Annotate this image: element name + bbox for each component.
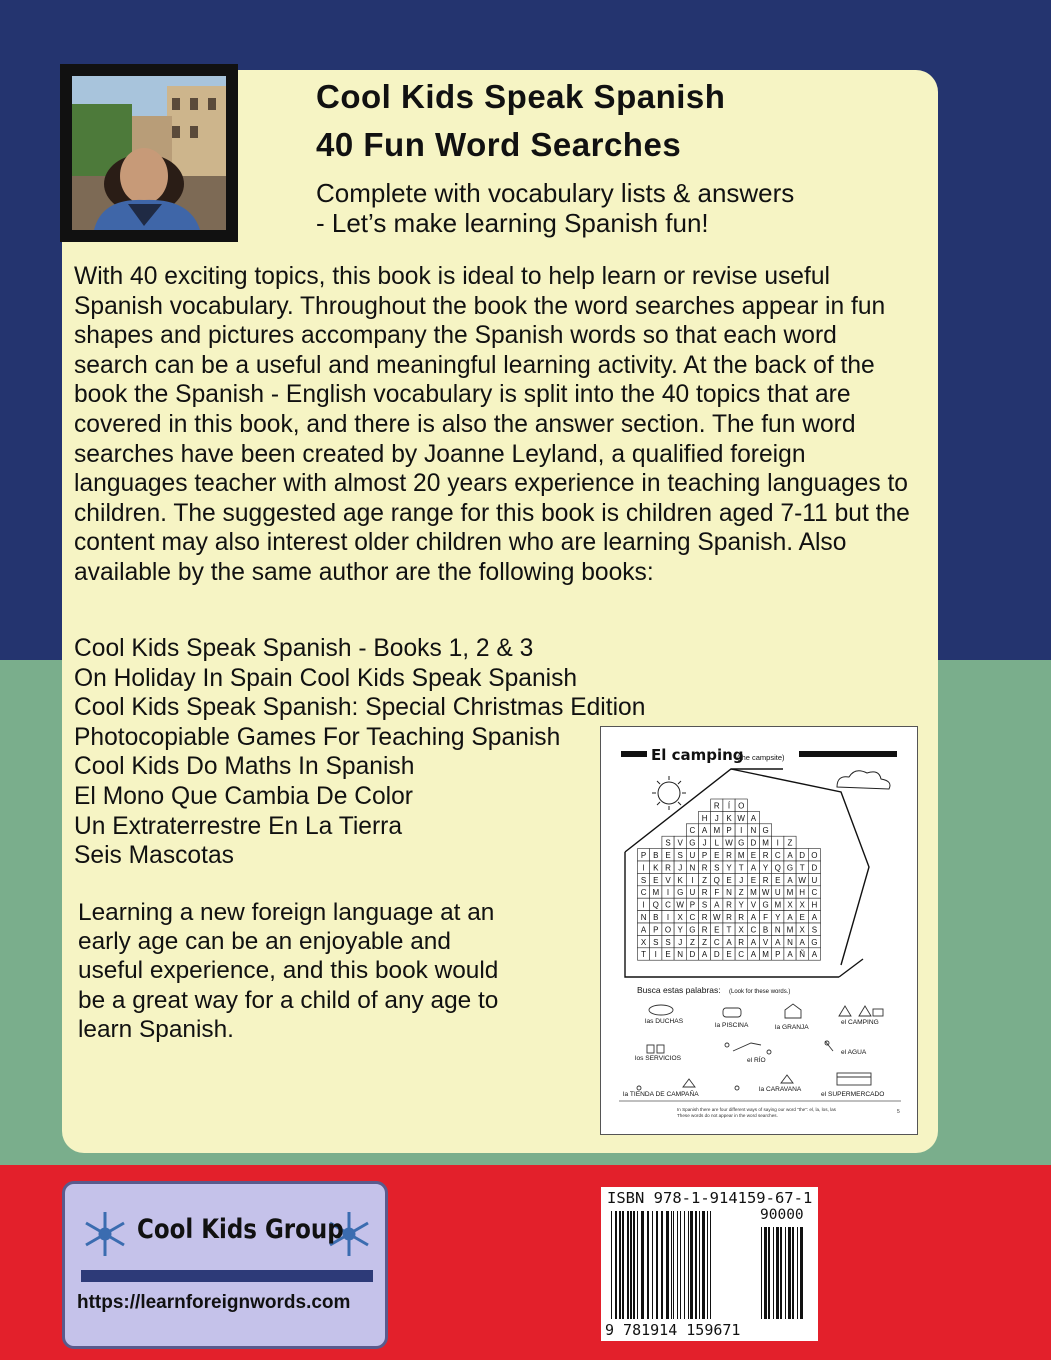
grid-letter: Y bbox=[762, 863, 769, 873]
book-subtitle-title: 40 Fun Word Searches bbox=[316, 126, 682, 163]
grid-letter: B bbox=[653, 913, 659, 922]
grid-letter: P bbox=[701, 851, 708, 860]
barcode-bar bbox=[647, 1211, 649, 1319]
barcode-bar bbox=[656, 1211, 658, 1319]
barcode-bar bbox=[764, 1227, 767, 1319]
grid-letter: R bbox=[701, 888, 708, 898]
barcode-bar bbox=[661, 1211, 663, 1319]
grid-letter: Í bbox=[727, 801, 731, 811]
barcode-number: 9 781914 159671 bbox=[605, 1321, 741, 1339]
grid-letter: A bbox=[787, 913, 793, 922]
grid-letter: A bbox=[714, 900, 720, 910]
book-item: Un Extraterrestre En La Tierra bbox=[74, 812, 403, 840]
barcode-bar bbox=[776, 1227, 779, 1319]
grid-letter: K bbox=[726, 813, 732, 823]
barcode-bar bbox=[710, 1211, 711, 1319]
grid-letter: A bbox=[775, 937, 781, 947]
barcode-bar bbox=[690, 1211, 693, 1319]
grid-letter: X bbox=[787, 900, 793, 910]
grid-letter: A bbox=[811, 913, 818, 922]
word-item: los SERVICIOS bbox=[635, 1055, 682, 1062]
other-books-list bbox=[74, 634, 645, 871]
grid-letter: R bbox=[713, 801, 720, 811]
grid-letter: X bbox=[677, 913, 683, 922]
grid-letter: L bbox=[714, 838, 720, 848]
closing-paragraph: Learning a new foreign language at an early age can be an enjoyable and useful experience, and this book would be a great way for a child of any age to learn Spanish. bbox=[78, 899, 499, 1043]
barcode-bar bbox=[673, 1211, 674, 1319]
grid-letter: A bbox=[726, 937, 732, 947]
grid-letter: N bbox=[689, 863, 696, 873]
grid-letter: S bbox=[714, 863, 720, 873]
isbn-text: ISBN 978-1-914159-67-1 bbox=[607, 1189, 813, 1207]
barcode-bar bbox=[768, 1227, 770, 1319]
publisher-url[interactable]: https://learnforeignwords.com bbox=[77, 1292, 351, 1313]
barcode-bar bbox=[773, 1227, 774, 1319]
ws-title: El camping bbox=[651, 746, 744, 764]
grid-letter: K bbox=[677, 875, 683, 885]
grid-letter: Q bbox=[774, 863, 781, 873]
barcode-bar bbox=[688, 1211, 689, 1319]
grid-letter: V bbox=[762, 937, 769, 947]
grid-letter: M bbox=[713, 826, 721, 836]
grid-letter: J bbox=[678, 937, 683, 947]
grid-letter: S bbox=[665, 937, 671, 947]
word-item: la PISCINA bbox=[715, 1022, 749, 1029]
cloud-icon bbox=[837, 771, 890, 789]
ws-prompt: Busca estas palabras: bbox=[637, 985, 721, 995]
grid-letter: U bbox=[689, 851, 696, 860]
isbn-barcode bbox=[601, 1187, 818, 1341]
grid-letter: Q bbox=[652, 900, 659, 910]
grid-letter: J bbox=[714, 813, 719, 823]
grid-letter: T bbox=[726, 925, 732, 935]
ws-title-note: (the campsite) bbox=[737, 753, 785, 762]
grid-letter: R bbox=[701, 863, 708, 873]
title-bar-left bbox=[621, 751, 647, 757]
grid-letter: U bbox=[774, 888, 781, 898]
grid-letter: E bbox=[726, 875, 732, 885]
barcode-bar bbox=[695, 1211, 697, 1319]
grid-letter: W bbox=[798, 875, 806, 885]
barcode-bar bbox=[652, 1211, 653, 1319]
barcode-bar bbox=[611, 1211, 612, 1319]
grid-letter: I bbox=[691, 875, 694, 885]
grid-letter: G bbox=[762, 826, 769, 836]
grid-letter: B bbox=[762, 925, 769, 935]
book-item: Cool Kids Speak Spanish: Special Christmas Edition bbox=[74, 694, 646, 722]
ws-footnote-2: These words do not appear in the word searches. bbox=[677, 1113, 778, 1118]
grid-letter: X bbox=[738, 925, 744, 935]
ws-prompt-note: (Look for these words.) bbox=[729, 989, 791, 995]
grid-letter: C bbox=[713, 937, 720, 947]
grid-letter: N bbox=[677, 950, 684, 960]
grid-letter: W bbox=[761, 888, 770, 898]
grid-letter: H bbox=[799, 888, 806, 898]
grid-letter: F bbox=[714, 888, 720, 898]
grid-letter: N bbox=[640, 913, 647, 922]
title-bar-right bbox=[799, 751, 897, 757]
grid-letter: B bbox=[653, 851, 659, 860]
grid-letter: P bbox=[689, 900, 696, 910]
grid-letter: P bbox=[726, 826, 732, 836]
grid-letter: Z bbox=[787, 838, 793, 848]
word-grid bbox=[638, 799, 821, 960]
grid-letter: P bbox=[775, 950, 781, 960]
barcode-bar bbox=[619, 1211, 621, 1319]
barcode-bar bbox=[630, 1211, 632, 1319]
grid-letter: N bbox=[750, 826, 757, 836]
book-item: On Holiday In Spain Cool Kids Speak Spanish bbox=[74, 664, 578, 692]
grid-letter: R bbox=[726, 851, 732, 860]
barcode-bar bbox=[677, 1211, 678, 1319]
grid-letter: O bbox=[738, 801, 745, 811]
grid-letter: A bbox=[811, 950, 818, 960]
grid-letter: I bbox=[666, 913, 670, 922]
grid-letter: T bbox=[799, 863, 805, 873]
grid-letter: V bbox=[665, 875, 671, 885]
word-item: el AGUA bbox=[841, 1049, 867, 1056]
grid-letter: A bbox=[701, 950, 708, 960]
barcode-bar bbox=[800, 1227, 803, 1319]
grid-letter: U bbox=[811, 875, 818, 885]
barcode-bar bbox=[627, 1211, 629, 1319]
grid-letter: J bbox=[739, 875, 744, 885]
grid-letter: X bbox=[799, 900, 805, 910]
grid-letter: S bbox=[701, 900, 708, 910]
grid-letter: N bbox=[774, 925, 781, 935]
grid-letter: K bbox=[653, 863, 659, 873]
grid-letter: G bbox=[689, 925, 696, 935]
tagline-line-2: - Let’s make learning Spanish fun! bbox=[316, 208, 709, 238]
grid-letter: G bbox=[689, 838, 696, 848]
grid-letter: R bbox=[738, 913, 745, 922]
tagline-line-1: Complete with vocabulary lists & answers bbox=[316, 178, 795, 208]
grid-letter: Q bbox=[713, 875, 720, 885]
snowflake-icon bbox=[86, 1212, 124, 1256]
barcode-bar bbox=[702, 1211, 705, 1319]
barcode-bar bbox=[684, 1211, 685, 1319]
book-title: Cool Kids Speak Spanish bbox=[316, 78, 726, 115]
barcode-bar bbox=[785, 1227, 786, 1319]
grid-letter: M bbox=[652, 888, 660, 898]
grid-letter: I bbox=[740, 826, 743, 836]
grid-letter: E bbox=[714, 851, 720, 860]
word-item: el SUPERMERCADO bbox=[821, 1091, 885, 1098]
grid-letter: I bbox=[666, 888, 670, 898]
word-item: la CARAVANA bbox=[759, 1086, 802, 1093]
grid-letter: X bbox=[799, 925, 805, 935]
grid-letter: N bbox=[726, 888, 732, 898]
description-paragraph: With 40 exciting topics, this book is ideal to help learn or revise useful Spanish vocabulary. Throughout the book the word searches appear in fun shapes and pictures accompany the Spanish words so that each word search can be a useful and meaningful learning activity. At the back of the book the Spanish - English vocabulary is split into the 40 topics that are covered in this book, and there is also the answer section. The fun word searches have been created by Joanne Leyland, a qualified foreign languages teacher with almost 20 years experience in teaching languages to children. The suggested age range for this book is children aged 7-11 but the content may also interest older children who are learning Spanish. Also available by the same author are the following books: bbox=[74, 263, 910, 586]
grid-letter: C bbox=[750, 925, 757, 935]
grid-letter: C bbox=[665, 900, 671, 910]
grid-letter: A bbox=[750, 950, 757, 960]
grid-letter: E bbox=[653, 875, 659, 885]
grid-letter: M bbox=[762, 838, 769, 848]
barcode-bar bbox=[761, 1227, 762, 1319]
grid-letter: Y bbox=[738, 900, 744, 910]
grid-letter: V bbox=[750, 900, 757, 910]
grid-letter: G bbox=[786, 863, 794, 873]
grid-letter: R bbox=[665, 863, 671, 873]
grid-letter: D bbox=[799, 851, 806, 860]
grid-letter: C bbox=[689, 913, 696, 922]
grid-letter: O bbox=[664, 925, 672, 935]
grid-letter: W bbox=[737, 813, 745, 823]
grid-letter: A bbox=[787, 950, 793, 960]
barcode-bar bbox=[797, 1227, 798, 1319]
grid-letter: C bbox=[640, 888, 647, 898]
grid-letter: F bbox=[763, 913, 769, 922]
grid-letter: A bbox=[640, 925, 647, 935]
grid-letter: E bbox=[665, 950, 671, 960]
word-item: el RÍO bbox=[747, 1057, 766, 1064]
grid-letter: N bbox=[787, 937, 793, 947]
barcode-bar bbox=[633, 1211, 635, 1319]
grid-letter: D bbox=[713, 950, 720, 960]
sun-icon bbox=[652, 776, 686, 810]
logo-divider bbox=[81, 1270, 373, 1282]
grid-letter: I bbox=[654, 950, 657, 960]
grid-letter: S bbox=[677, 851, 683, 860]
grid-letter: D bbox=[750, 838, 757, 848]
grid-letter: J bbox=[678, 863, 683, 873]
book-item: Photocopiable Games For Teaching Spanish bbox=[74, 723, 561, 751]
ws-footnote-1: In Spanish there are four different ways of saying our word "the": el, la, los, las bbox=[677, 1107, 836, 1112]
grid-letter: Y bbox=[726, 863, 732, 873]
barcode-bar bbox=[792, 1227, 794, 1319]
barcode-bar bbox=[641, 1211, 644, 1319]
grid-letter: A bbox=[787, 875, 793, 885]
grid-letter: C bbox=[689, 826, 696, 836]
barcode-bar bbox=[788, 1227, 791, 1319]
grid-letter: D bbox=[689, 950, 696, 960]
grid-letter: E bbox=[750, 851, 757, 860]
grid-letter: R bbox=[701, 925, 708, 935]
grid-letter: S bbox=[653, 937, 659, 947]
grid-letter: R bbox=[701, 913, 708, 922]
grid-letter: W bbox=[713, 913, 721, 922]
grid-letter: A bbox=[701, 826, 708, 836]
grid-letter: X bbox=[640, 937, 647, 947]
grid-letter: E bbox=[665, 851, 671, 860]
barcode-bar bbox=[780, 1227, 782, 1319]
grid-letter: J bbox=[702, 838, 707, 848]
grid-letter: E bbox=[775, 875, 781, 885]
grid-letter: Z bbox=[689, 937, 695, 947]
grid-letter: R bbox=[738, 937, 745, 947]
book-item: Cool Kids Do Maths In Spanish bbox=[74, 753, 415, 781]
grid-letter: A bbox=[750, 863, 757, 873]
grid-letter: H bbox=[701, 813, 708, 823]
barcode-bar bbox=[707, 1211, 708, 1319]
grid-letter: A bbox=[787, 851, 793, 860]
grid-letter: W bbox=[676, 900, 684, 910]
grid-letter: P bbox=[653, 925, 659, 935]
barcode-bar bbox=[671, 1211, 672, 1319]
grid-letter: D bbox=[811, 863, 818, 873]
grid-letter: G bbox=[811, 937, 818, 947]
grid-letter: G bbox=[677, 888, 684, 898]
ws-page-number: 5 bbox=[897, 1109, 900, 1115]
grid-letter: E bbox=[799, 913, 805, 922]
grid-letter: Y bbox=[775, 913, 781, 922]
grid-letter: S bbox=[640, 875, 647, 885]
grid-letter: S bbox=[811, 925, 818, 935]
price-code: 90000 bbox=[760, 1207, 804, 1223]
grid-letter: I bbox=[776, 838, 779, 848]
grid-letter: A bbox=[750, 813, 757, 823]
grid-letter: R bbox=[762, 875, 769, 885]
barcode-bar bbox=[680, 1211, 681, 1319]
grid-letter: M bbox=[762, 950, 769, 960]
grid-letter: A bbox=[750, 937, 757, 947]
grid-letter: Z bbox=[702, 937, 708, 947]
grid-letter: Z bbox=[738, 888, 744, 898]
grid-letter: M bbox=[750, 888, 757, 898]
grid-letter: C bbox=[738, 950, 745, 960]
word-item: la TIENDA DE CAMPAÑA bbox=[623, 1091, 699, 1098]
author-photo bbox=[60, 64, 238, 242]
book-item: Seis Mascotas bbox=[74, 842, 234, 870]
grid-letter: R bbox=[726, 913, 732, 922]
grid-letter: R bbox=[726, 900, 732, 910]
grid-letter: E bbox=[726, 950, 732, 960]
grid-letter: R bbox=[762, 851, 769, 860]
book-item: Cool Kids Speak Spanish - Books 1, 2 & 3 bbox=[74, 635, 534, 662]
grid-letter: O bbox=[811, 851, 818, 860]
grid-letter: C bbox=[811, 888, 818, 898]
grid-letter: Y bbox=[677, 925, 683, 935]
grid-letter: I bbox=[642, 863, 645, 873]
barcode-bar bbox=[615, 1211, 617, 1319]
barcode-bars bbox=[601, 1187, 818, 1341]
grid-letter: M bbox=[737, 851, 745, 860]
grid-letter: P bbox=[640, 851, 647, 860]
barcode-bar bbox=[699, 1211, 700, 1319]
word-item: las DUCHAS bbox=[645, 1018, 684, 1025]
grid-letter: W bbox=[725, 838, 733, 848]
barcode-bar bbox=[666, 1211, 669, 1319]
barcode-bar bbox=[637, 1211, 638, 1319]
word-item: la GRANJA bbox=[775, 1024, 809, 1031]
grid-letter: I bbox=[642, 900, 645, 910]
publisher-logo bbox=[62, 1181, 388, 1349]
grid-letter: M bbox=[774, 900, 782, 910]
grid-letter: V bbox=[677, 838, 683, 848]
word-item: el CAMPING bbox=[841, 1019, 879, 1026]
grid-letter: T bbox=[738, 863, 744, 873]
grid-letter: E bbox=[714, 925, 720, 935]
grid-letter: G bbox=[738, 838, 745, 848]
grid-letter: G bbox=[762, 900, 769, 910]
grid-letter: Ñ bbox=[799, 950, 806, 960]
grid-letter: M bbox=[786, 888, 794, 898]
barcode-bar bbox=[622, 1211, 624, 1319]
grid-letter: H bbox=[811, 900, 818, 910]
grid-letter: C bbox=[774, 851, 781, 860]
publisher-name: Cool Kids Group bbox=[137, 1214, 344, 1245]
grid-letter: T bbox=[641, 950, 647, 960]
word-search-sample-page bbox=[600, 726, 918, 1135]
word-picture-icons bbox=[637, 1004, 883, 1090]
book-item: El Mono Que Cambia De Color bbox=[74, 782, 413, 810]
grid-letter: A bbox=[750, 913, 757, 922]
grid-letter: U bbox=[689, 888, 696, 898]
grid-letter: E bbox=[750, 875, 757, 885]
grid-letter: A bbox=[799, 937, 805, 947]
grid-letter: S bbox=[665, 838, 671, 848]
grid-letter: Z bbox=[702, 875, 708, 885]
grid-letter: M bbox=[786, 925, 794, 935]
